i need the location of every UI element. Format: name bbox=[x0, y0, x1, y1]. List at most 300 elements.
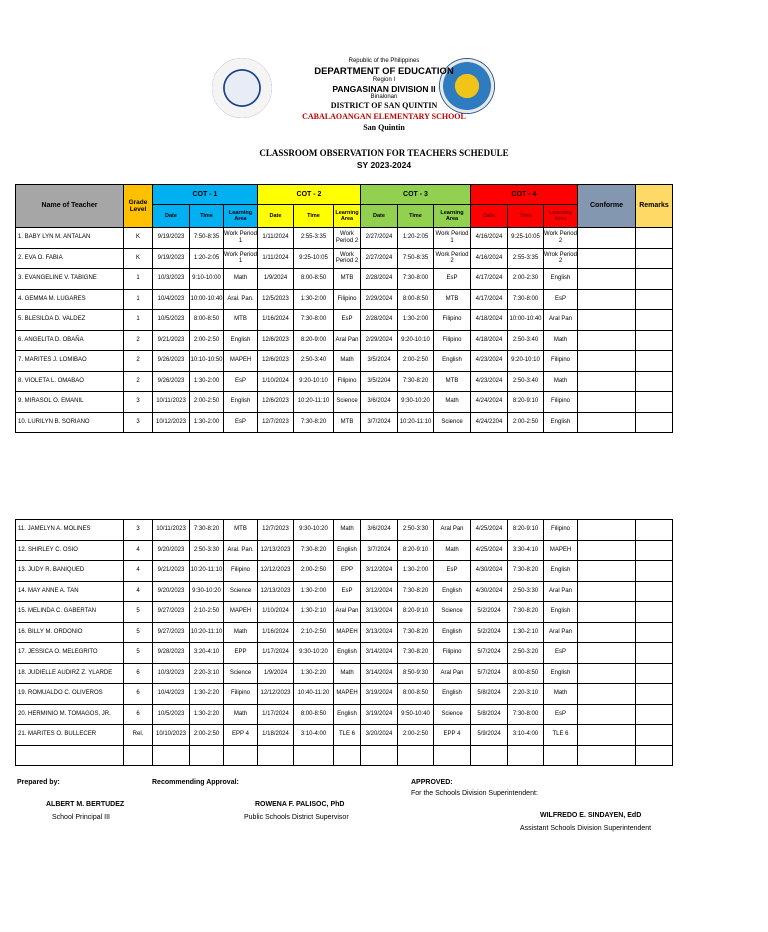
schedule-cell: English bbox=[434, 581, 471, 602]
schedule-cell: English bbox=[434, 351, 471, 372]
teacher-name-cell: 17. JESSICA O. MELEGRITO bbox=[16, 643, 124, 664]
col-name-header: Name of Teacher bbox=[16, 185, 124, 228]
conforme-cell[interactable] bbox=[578, 581, 636, 602]
conforme-cell[interactable] bbox=[578, 371, 636, 392]
schedule-cell: 10/3/2023 bbox=[153, 269, 190, 290]
schedule-cell: English bbox=[224, 392, 258, 413]
table-row bbox=[16, 684, 673, 705]
schedule-cell: 5/8/2024 bbox=[471, 684, 508, 705]
schedule-cell: Filipino bbox=[334, 371, 361, 392]
schedule-cell: Science bbox=[224, 663, 258, 684]
schedule-cell: 10:40-11:20 bbox=[294, 684, 334, 705]
remarks-cell[interactable] bbox=[636, 581, 673, 602]
teacher-name-cell: 7. MARITES J. LOMIBAO bbox=[16, 351, 124, 372]
schedule-cell: 6 bbox=[124, 663, 153, 684]
sub-date: Date bbox=[258, 205, 294, 228]
schedule-cell: English bbox=[544, 412, 578, 433]
empty-cell bbox=[294, 745, 334, 766]
schedule-cell: MTB bbox=[434, 289, 471, 310]
schedule-cell: 10/11/2023 bbox=[153, 392, 190, 413]
schedule-cell: 3/13/2024 bbox=[361, 622, 398, 643]
schedule-cell: TLE 6 bbox=[334, 725, 361, 746]
remarks-cell[interactable] bbox=[636, 622, 673, 643]
schedule-cell: 4/18/2024 bbox=[471, 330, 508, 351]
conforme-cell[interactable] bbox=[578, 228, 636, 249]
conforme-cell[interactable] bbox=[578, 540, 636, 561]
conforme-cell[interactable] bbox=[578, 412, 636, 433]
schedule-cell: Aral Pan bbox=[544, 622, 578, 643]
sub-time: Time bbox=[398, 205, 434, 228]
schedule-cell: 2:20-3:10 bbox=[508, 684, 544, 705]
schedule-cell: Aral Pan bbox=[434, 663, 471, 684]
schedule-cell: Work Period 1 bbox=[224, 248, 258, 269]
remarks-cell[interactable] bbox=[636, 684, 673, 705]
schedule-cell: Filipino bbox=[334, 289, 361, 310]
schedule-cell: MTB bbox=[224, 310, 258, 331]
empty-cell bbox=[258, 745, 294, 766]
schedule-cell: 3 bbox=[124, 412, 153, 433]
schedule-cell: English bbox=[434, 622, 471, 643]
schedule-cell: 1:30-2:10 bbox=[508, 622, 544, 643]
schedule-cell: 10:20-11:10 bbox=[190, 561, 224, 582]
schedule-cell: 4 bbox=[124, 540, 153, 561]
conforme-cell[interactable] bbox=[578, 684, 636, 705]
teacher-name-cell: 11. JAMELYN A. MOLINES bbox=[16, 520, 124, 541]
schedule-cell: 3/7/2024 bbox=[361, 412, 398, 433]
sub-area: Learning Area bbox=[544, 205, 578, 228]
teacher-name-cell: 15. MELINDA C. GABERTAN bbox=[16, 602, 124, 623]
schedule-cell: 1/9/2024 bbox=[258, 269, 294, 290]
schedule-cell: 12/12/2023 bbox=[258, 684, 294, 705]
schedule-cell: 9:10-10:00 bbox=[190, 269, 224, 290]
schedule-cell: Filipino bbox=[434, 310, 471, 331]
region-line: Region I bbox=[372, 77, 396, 83]
schedule-cell: 2/27/2024 bbox=[361, 248, 398, 269]
department-name: DEPARTMENT OF EDUCATION bbox=[314, 66, 454, 77]
teacher-name-cell: 13. JUDY R. BANIQUED bbox=[16, 561, 124, 582]
remarks-cell[interactable] bbox=[636, 269, 673, 290]
schedule-cell: 7:30-8:20 bbox=[294, 412, 334, 433]
schedule-cell: 9/21/2023 bbox=[153, 561, 190, 582]
schedule-cell: English bbox=[334, 704, 361, 725]
table-body-2 bbox=[16, 520, 673, 766]
schedule-cell: 4/17/2024 bbox=[471, 289, 508, 310]
schedule-cell: 9/27/2023 bbox=[153, 622, 190, 643]
schedule-cell: Filipino bbox=[434, 330, 471, 351]
schedule-cell: 7:30-8:00 bbox=[508, 289, 544, 310]
schedule-cell: 2:50-3:30 bbox=[398, 520, 434, 541]
schedule-cell: 4/25/2024 bbox=[471, 520, 508, 541]
schedule-cell: 2/27/2024 bbox=[361, 228, 398, 249]
remarks-cell[interactable] bbox=[636, 561, 673, 582]
schedule-cell: EsP bbox=[224, 371, 258, 392]
municipality-line: Binalonan bbox=[370, 94, 398, 100]
conforme-cell[interactable] bbox=[578, 561, 636, 582]
table-row bbox=[16, 581, 673, 602]
conforme-cell[interactable] bbox=[578, 269, 636, 290]
remarks-cell[interactable] bbox=[636, 248, 673, 269]
empty-cell bbox=[190, 745, 224, 766]
schedule-cell: MTB bbox=[224, 520, 258, 541]
schedule-cell: TLE 6 bbox=[544, 725, 578, 746]
schedule-cell: 1:30-2:10 bbox=[294, 602, 334, 623]
schedule-cell: 8:00-8:50 bbox=[398, 684, 434, 705]
remarks-cell[interactable] bbox=[636, 351, 673, 372]
teacher-name-cell: 16. BILLY M. ORDONIO bbox=[16, 622, 124, 643]
schedule-cell: 4/30/2024 bbox=[471, 561, 508, 582]
schedule-cell: Work Period 2 bbox=[334, 248, 361, 269]
schedule-cell: 1/16/2024 bbox=[258, 622, 294, 643]
schedule-cell: 2:00-2:50 bbox=[190, 330, 224, 351]
schedule-cell: 9/26/2023 bbox=[153, 371, 190, 392]
schedule-cell: EPP bbox=[224, 643, 258, 664]
table-row bbox=[16, 561, 673, 582]
conforme-cell[interactable] bbox=[578, 248, 636, 269]
schedule-cell: English bbox=[544, 663, 578, 684]
remarks-cell[interactable] bbox=[636, 310, 673, 331]
schedule-cell: 4/25/2024 bbox=[471, 540, 508, 561]
schedule-cell: Math bbox=[334, 351, 361, 372]
schedule-cell: Aral Pan bbox=[434, 520, 471, 541]
schedule-cell: 2:10-2:50 bbox=[190, 602, 224, 623]
prepared-title: School Principal III bbox=[52, 814, 110, 821]
schedule-cell: English bbox=[334, 643, 361, 664]
district-name: DISTRICT OF SAN QUINTIN bbox=[330, 101, 438, 110]
table-row bbox=[16, 663, 673, 684]
schedule-cell: 10:20-11:10 bbox=[294, 392, 334, 413]
conforme-cell[interactable] bbox=[578, 330, 636, 351]
schedule-cell: 4/16/2024 bbox=[471, 228, 508, 249]
sub-area: Learning Area bbox=[224, 205, 258, 228]
remarks-cell[interactable] bbox=[636, 520, 673, 541]
table-body-1 bbox=[16, 228, 673, 433]
remarks-cell[interactable] bbox=[636, 663, 673, 684]
remarks-cell[interactable] bbox=[636, 602, 673, 623]
schedule-cell: 9/21/2023 bbox=[153, 330, 190, 351]
schedule-cell: 4/18/2024 bbox=[471, 310, 508, 331]
table-row bbox=[16, 269, 673, 290]
conforme-cell[interactable] bbox=[578, 704, 636, 725]
schedule-cell: 12/7/2023 bbox=[258, 412, 294, 433]
schedule-cell: 2:10-2:50 bbox=[294, 622, 334, 643]
schedule-cell: 1:30-2:00 bbox=[398, 561, 434, 582]
town-name: San Quintin bbox=[363, 123, 405, 132]
schedule-cell: 1:30-2:00 bbox=[294, 289, 334, 310]
schedule-cell: 12/5/2023 bbox=[258, 289, 294, 310]
schedule-cell: 2:55-3:35 bbox=[294, 228, 334, 249]
remarks-cell[interactable] bbox=[636, 643, 673, 664]
recommending-name: ROWENA F. PALISOC, PhD bbox=[255, 801, 345, 808]
schedule-cell: 7:50-8:35 bbox=[398, 248, 434, 269]
table-row bbox=[16, 371, 673, 392]
schedule-cell: 10/12/2023 bbox=[153, 412, 190, 433]
remarks-cell[interactable] bbox=[636, 704, 673, 725]
schedule-cell: 9/27/2023 bbox=[153, 602, 190, 623]
schedule-cell: 2:00-2:50 bbox=[294, 561, 334, 582]
schedule-cell: 7:30-8:00 bbox=[508, 704, 544, 725]
schedule-cell: Math bbox=[334, 663, 361, 684]
schedule-cell: Work Period 2 bbox=[334, 228, 361, 249]
schedule-cell: Wrok Period 2 bbox=[544, 248, 578, 269]
schedule-cell: 6 bbox=[124, 684, 153, 705]
schedule-cell: 4/24/2024 bbox=[471, 392, 508, 413]
schedule-cell: 8:20-9:10 bbox=[508, 392, 544, 413]
schedule-cell: English bbox=[334, 540, 361, 561]
schedule-cell: 3/6/2024 bbox=[361, 520, 398, 541]
conforme-cell[interactable] bbox=[578, 663, 636, 684]
schedule-cell: Science bbox=[434, 704, 471, 725]
schedule-cell: Filipino bbox=[224, 561, 258, 582]
schedule-cell: 12/13/2023 bbox=[258, 581, 294, 602]
schedule-cell: 3/5/2204 bbox=[361, 371, 398, 392]
sub-date: Date bbox=[361, 205, 398, 228]
table-row bbox=[16, 704, 673, 725]
school-name: CABALAOANGAN ELEMENTARY SCHOOL bbox=[302, 112, 466, 121]
schedule-cell: 12/6/2023 bbox=[258, 351, 294, 372]
schedule-cell: Math bbox=[434, 392, 471, 413]
conforme-cell[interactable] bbox=[578, 725, 636, 746]
observation-table-2 bbox=[15, 519, 673, 766]
schedule-cell: English bbox=[224, 330, 258, 351]
empty-cell bbox=[434, 745, 471, 766]
sub-date: Date bbox=[471, 205, 508, 228]
republic-line: Republic of the Philippines bbox=[348, 58, 420, 64]
teacher-name-cell: 18. JUDIELLE AUDIRZ Z. YLARDE bbox=[16, 663, 124, 684]
remarks-cell[interactable] bbox=[636, 540, 673, 561]
schedule-cell: 12/6/2023 bbox=[258, 392, 294, 413]
schedule-cell: 9:20-10:10 bbox=[398, 330, 434, 351]
cot4-header: COT - 4 bbox=[471, 185, 578, 205]
schedule-cell: 5 bbox=[124, 602, 153, 623]
schedule-cell: 1:30-2:20 bbox=[294, 663, 334, 684]
schedule-cell: K bbox=[124, 228, 153, 249]
schedule-cell: 3 bbox=[124, 392, 153, 413]
schedule-cell: 7:30-8:20 bbox=[398, 622, 434, 643]
schedule-cell: Math bbox=[224, 269, 258, 290]
schedule-cell: 8:20-9:10 bbox=[398, 540, 434, 561]
table-row bbox=[16, 351, 673, 372]
schedule-cell: 10:00-10:40 bbox=[190, 289, 224, 310]
schedule-cell: 9:30-10:20 bbox=[294, 643, 334, 664]
empty-cell bbox=[398, 745, 434, 766]
remarks-header: Remarks bbox=[636, 185, 673, 228]
teacher-name-cell: 14. MAY ANNE A. TAN bbox=[16, 581, 124, 602]
conforme-cell[interactable] bbox=[578, 643, 636, 664]
schedule-cell: 3/20/2024 bbox=[361, 725, 398, 746]
schedule-cell: 3/14/2024 bbox=[361, 643, 398, 664]
schedule-cell: 3:10-4:00 bbox=[294, 725, 334, 746]
table-row bbox=[16, 330, 673, 351]
recommending-title: Public Schools District Supervisor bbox=[244, 814, 349, 821]
schedule-cell: 4 bbox=[124, 581, 153, 602]
conforme-cell[interactable] bbox=[578, 520, 636, 541]
table-row bbox=[16, 725, 673, 746]
empty-cell bbox=[334, 745, 361, 766]
schedule-cell: 2:50-3:40 bbox=[294, 351, 334, 372]
remarks-cell[interactable] bbox=[636, 330, 673, 351]
table-row bbox=[16, 228, 673, 249]
schedule-cell: Aral Pan bbox=[544, 581, 578, 602]
schedule-cell: Science bbox=[334, 392, 361, 413]
schedule-cell: Math bbox=[434, 540, 471, 561]
prepared-label: Prepared by: bbox=[17, 779, 60, 786]
schedule-cell: 1:20-2:05 bbox=[190, 248, 224, 269]
table-row bbox=[16, 392, 673, 413]
schedule-cell: MAPEH bbox=[334, 622, 361, 643]
schedule-cell: 5/2/2024 bbox=[471, 622, 508, 643]
remarks-cell[interactable] bbox=[636, 725, 673, 746]
conforme-cell[interactable] bbox=[578, 310, 636, 331]
schedule-cell: MAPEH bbox=[334, 684, 361, 705]
schedule-cell: 9/26/2023 bbox=[153, 351, 190, 372]
remarks-cell[interactable] bbox=[636, 228, 673, 249]
schedule-cell: EPP 4 bbox=[224, 725, 258, 746]
schedule-cell: 8:20-9:10 bbox=[398, 602, 434, 623]
schedule-cell: 7:30-8:20 bbox=[294, 540, 334, 561]
schedule-cell: 1:30-2:00 bbox=[190, 371, 224, 392]
schedule-cell: 2:00-2:50 bbox=[190, 725, 224, 746]
schedule-cell: Filipino bbox=[544, 520, 578, 541]
approved-name: WILFREDO E. SINDAYEN, EdD bbox=[540, 812, 642, 819]
schedule-cell: Aral. Pan. bbox=[224, 540, 258, 561]
schedule-cell: 7:30-8:00 bbox=[294, 310, 334, 331]
schedule-cell: English bbox=[544, 602, 578, 623]
schedule-cell: 7:30-8:20 bbox=[398, 581, 434, 602]
conforme-cell[interactable] bbox=[578, 622, 636, 643]
remarks-cell[interactable] bbox=[636, 392, 673, 413]
empty-cell bbox=[544, 745, 578, 766]
schedule-cell: 10/3/2023 bbox=[153, 663, 190, 684]
schedule-cell: Filipino bbox=[544, 392, 578, 413]
conforme-cell[interactable] bbox=[578, 289, 636, 310]
schedule-cell: 1:30-2:00 bbox=[190, 412, 224, 433]
conforme-cell[interactable] bbox=[578, 602, 636, 623]
approved-label: APPROVED: bbox=[411, 779, 453, 786]
schedule-cell: 4/24/2204 bbox=[471, 412, 508, 433]
schedule-cell: Aral Pan bbox=[334, 602, 361, 623]
conforme-header: Conforme bbox=[578, 185, 636, 228]
schedule-cell: 1:30-2:20 bbox=[190, 684, 224, 705]
table-row bbox=[16, 602, 673, 623]
schedule-cell: Science bbox=[434, 602, 471, 623]
sub-time: Time bbox=[294, 205, 334, 228]
schedule-cell: Math bbox=[224, 704, 258, 725]
schedule-cell: 2:20-3:10 bbox=[190, 663, 224, 684]
schedule-cell: 2:50-3:30 bbox=[190, 540, 224, 561]
schedule-cell: 6 bbox=[124, 704, 153, 725]
schedule-cell: 3/6/2024 bbox=[361, 392, 398, 413]
schedule-cell: 1/11/2024 bbox=[258, 248, 294, 269]
schedule-cell: 8:20-9:00 bbox=[294, 330, 334, 351]
remarks-cell[interactable] bbox=[636, 371, 673, 392]
schedule-cell: 5/2/2024 bbox=[471, 602, 508, 623]
school-year: SY 2023-2024 bbox=[356, 160, 412, 170]
schedule-cell: 1 bbox=[124, 289, 153, 310]
conforme-cell[interactable] bbox=[578, 392, 636, 413]
schedule-cell: 10/4/2023 bbox=[153, 289, 190, 310]
schedule-cell: 7:30-8:20 bbox=[508, 561, 544, 582]
schedule-cell: EsP bbox=[334, 581, 361, 602]
prepared-name: ALBERT M. BERTUDEZ bbox=[46, 801, 125, 808]
teacher-name-cell: 1. BABY LYN M. ANTALAN bbox=[16, 228, 124, 249]
schedule-cell: 1/17/2024 bbox=[258, 643, 294, 664]
schedule-cell: 3/19/2024 bbox=[361, 684, 398, 705]
schedule-cell: EsP bbox=[434, 561, 471, 582]
teacher-name-cell: 19. ROMUALDO C. OLIVEROS bbox=[16, 684, 124, 705]
schedule-cell: 9/28/2023 bbox=[153, 643, 190, 664]
schedule-cell: 3:20-4:10 bbox=[190, 643, 224, 664]
schedule-cell: 8:50-9:30 bbox=[398, 663, 434, 684]
schedule-cell: 2:50-3:30 bbox=[508, 581, 544, 602]
sub-area: Learning Area bbox=[334, 205, 361, 228]
schedule-cell: EsP bbox=[544, 704, 578, 725]
schedule-cell: 8:00-8:50 bbox=[398, 289, 434, 310]
schedule-cell: 12/12/2023 bbox=[258, 561, 294, 582]
teacher-name-cell: 5. BLESILDA D. VALDEZ bbox=[16, 310, 124, 331]
teacher-name-cell: 12. SHIRLEY C. OSIO bbox=[16, 540, 124, 561]
schedule-cell: 4/30/2024 bbox=[471, 581, 508, 602]
schedule-cell: 10:00-10:40 bbox=[508, 310, 544, 331]
schedule-cell: MAPEH bbox=[544, 540, 578, 561]
schedule-cell: 10/5/2023 bbox=[153, 310, 190, 331]
approved-for: For the Schools Division Superintendent: bbox=[411, 790, 538, 797]
schedule-cell: Aral Pan bbox=[544, 310, 578, 331]
schedule-cell: 2:00-2:50 bbox=[508, 412, 544, 433]
schedule-cell: Filipino bbox=[544, 351, 578, 372]
schedule-cell: 1/10/2024 bbox=[258, 602, 294, 623]
schedule-cell: 8:00-8:50 bbox=[508, 663, 544, 684]
schedule-cell: 4 bbox=[124, 561, 153, 582]
schedule-cell: EsP bbox=[224, 412, 258, 433]
schedule-cell: 9/19/2023 bbox=[153, 228, 190, 249]
schedule-cell: Aral Pan bbox=[334, 330, 361, 351]
schedule-cell: 1:30-2:20 bbox=[190, 704, 224, 725]
schedule-cell: 12/13/2023 bbox=[258, 540, 294, 561]
schedule-cell: 3/12/2024 bbox=[361, 581, 398, 602]
schedule-cell: MAPEH bbox=[224, 351, 258, 372]
schedule-cell: 1/10/2024 bbox=[258, 371, 294, 392]
table-row bbox=[16, 622, 673, 643]
schedule-cell: EPP bbox=[334, 561, 361, 582]
teacher-name-cell: 10. LURILYN B. SORIANO bbox=[16, 412, 124, 433]
schedule-cell: 7:50-8:35 bbox=[190, 228, 224, 249]
empty-cell bbox=[508, 745, 544, 766]
schedule-cell: 2:50-3:20 bbox=[508, 643, 544, 664]
remarks-cell[interactable] bbox=[636, 412, 673, 433]
schedule-cell: 2/29/2024 bbox=[361, 289, 398, 310]
schedule-cell: 1/16/2024 bbox=[258, 310, 294, 331]
teacher-name-cell: 2. EVA O. FABIA bbox=[16, 248, 124, 269]
schedule-cell: 7:30-8:00 bbox=[398, 269, 434, 290]
schedule-cell: 2 bbox=[124, 330, 153, 351]
empty-cell bbox=[124, 745, 153, 766]
sub-time: Time bbox=[190, 205, 224, 228]
schedule-cell: Work Period 1 bbox=[434, 228, 471, 249]
schedule-cell: 1:30-2:00 bbox=[294, 581, 334, 602]
schedule-cell: Science bbox=[224, 581, 258, 602]
remarks-cell[interactable] bbox=[636, 289, 673, 310]
schedule-cell: 3/7/2024 bbox=[361, 540, 398, 561]
table-row bbox=[16, 248, 673, 269]
schedule-cell: 2 bbox=[124, 371, 153, 392]
teacher-name-cell: 4. GEMMA M. LUGARES bbox=[16, 289, 124, 310]
recommending-label: Recommending Approval: bbox=[152, 779, 239, 786]
conforme-cell[interactable] bbox=[578, 351, 636, 372]
schedule-cell: Work Period 2 bbox=[544, 228, 578, 249]
schedule-cell: Math bbox=[544, 371, 578, 392]
schedule-cell: 3/12/2024 bbox=[361, 561, 398, 582]
schedule-cell: 10:20-11:10 bbox=[190, 622, 224, 643]
